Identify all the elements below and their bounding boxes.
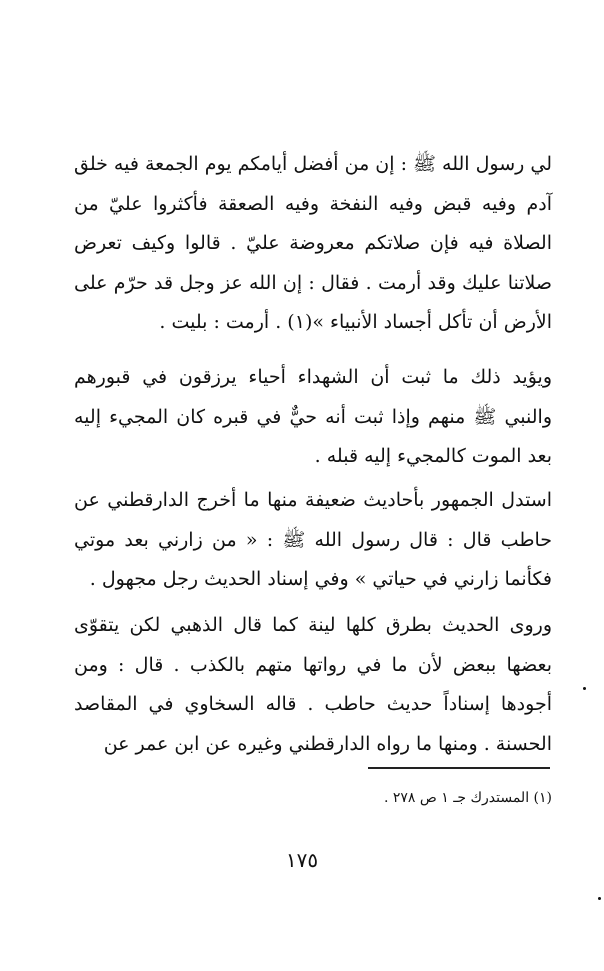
- paragraph-text: استدل الجمهور بأحاديث ضعيفة منها ما أخرج الدارقطني عن حاطب قال : قال رسول الله ﷺ : « من زارني بعد موتي فكأنما زارني في حياتي » وفي إسناد الحديث رجل مجهول .: [74, 489, 552, 590]
- page-number: ١٧٥: [285, 848, 319, 872]
- paragraph-text: لي رسول الله ﷺ : إن من أفضل أيامكم يوم الجمعة فيه خلق آدم وفيه قبض وفيه النفخة وفيه الصعقة فأكثروا عليّ من الصلاة فيه فإن صلاتكم معروضة عليّ . قالوا وكيف تعرض صلاتنا عليك وقد أرمت . فقال : إن الله عز وجل قد حرّم على الأرض أن تأكل أجساد الأنبياء »(١) . أرمت : بليت .: [74, 153, 552, 333]
- scan-speck: [583, 687, 586, 690]
- scan-speck: [598, 897, 601, 900]
- body-paragraph: [74, 606, 552, 764]
- footnote: (١) المستدرك جـ ١ ص ٢٧٨ .: [383, 790, 552, 806]
- footnote-divider: [368, 767, 550, 769]
- paragraph-text: وروى الحديث بطرق كلها لينة كما قال الذهبي لكن يتقوّى بعضها ببعض لأن ما في رواتها متهم بالكذب . قال : ومن أجودها إسناداً حديث حاطب . قاله السخاوي في المقاصد الحسنة . ومنها ما رواه الدارقطني وغيره عن ابن عمر عن: [74, 614, 552, 755]
- body-paragraph: [74, 145, 552, 343]
- paragraph-text: ويؤيد ذلك ما ثبت أن الشهداء أحياء يرزقون في قبورهم والنبي ﷺ منهم وإذا ثبت أنه حيٌّ في قبره كان المجيء إليه بعد الموت كالمجيء إليه قبله .: [74, 366, 552, 467]
- body-paragraph: [74, 358, 552, 477]
- body-paragraph: [74, 481, 552, 600]
